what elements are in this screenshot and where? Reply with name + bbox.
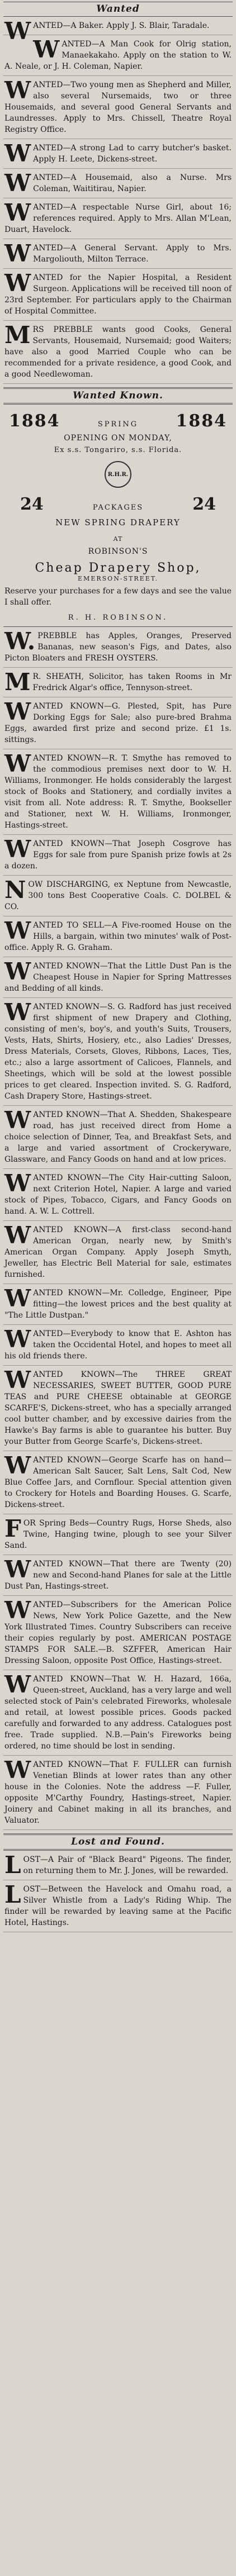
known-ad: WANTED KNOWN—George Scarfe has on hand—American Salt Saucer, Salt Lens, Salt Cod, New Blue Coffee Jars, and Cornflour. Special attention given to Crockery for Hotels and Boarding Houses. G. Scarfe, Dickens-street. [3,1455,233,1514]
known-ad: WANTED KNOWN—That the Little Dust Pan is the Cheapest House in Napier for Spring Mattresses and Bedding of all kinds. [3,961,233,998]
shop-owner: ROBINSON'S [88,547,148,556]
reserve-text: Reserve your purchases for a few days and see the value I shall offer. [4,587,232,607]
opening-line: OPENING ON MONDAY, [64,434,172,443]
wanted-ad: WANTED—Two young men as Shepherd and Miller, also several Nursemaids, two or three Housemaids, and several good General Servants and Laundresses. Apply to Mrs. Chissell, Theatre Royal Registry Office. [3,79,233,139]
wanted-ad: WANTED—A Man Cook for Olrig station, Manaekakaho. Apply on the station to W. A. Neale, or J. H. Coleman, Napier. [3,39,233,76]
known-ad: NOW DISCHARGING, ex Neptune from Newcastle, 300 tons Best Cooperative Coals. C. DOLBEL & CO. [3,879,233,916]
known-ad: WANTED TO SELL—A Five-roomed House on the Hills, a bargain, within two minutes' walk of Post-office. Apply R. G. Graham. [3,920,233,957]
known-ad: WANTED KNOWN—That there are Twenty (20) new and Second-hand Planes for sale at the Little Dust Pan, Hastings-street. [3,1558,233,1596]
packages-banner [3,492,233,516]
known-ad: WANTED KNOWN—That W. H. Hazard, 166a, Queen-street, Auckland, has a very large and well selected stock of Pain's celebrated Fireworks, wholesale and retail, at lowest possible prices. Goods packed carefully and forwarded to any address. Catalogues post free. Trade supplied. N.B.—Pain's Fireworks being ordered, no time should be lost in sending. [3,1674,233,1756]
shop-street: EMERSON-STREET. [78,575,158,582]
wanted-known-heading: Wanted Known. [3,387,233,405]
at-label: AT [113,535,123,543]
known-ad: W.PREBBLE has Apples, Oranges, Preserved Bananas, new season's Figs, and Dates, also Picton Bloaters and FRESH OYSTERS. [3,630,233,668]
wanted-section-heading: Wanted [3,2,233,17]
known-ad: WANTED KNOWN—That F. FULLER can furnish Venetian Blinds at lower rates than any other house in the Colonies. Note the address —F. Fuller, opposite M'Carthy Foundry, Hastings-street, Napier. Joinery and Cabinet making in all its branches, and Valuator. [3,1759,233,1830]
cheap-drapery-shop: Cheap Drapery Shop, [35,561,201,575]
year-banner [3,408,233,432]
known-ad: WANTED—Subscribers for the American Police News, New York Police Gazette, and the New York Illustrated Times. Country Subscribers can receive their copies regularly by post. AMERICAN POSTAGE STAMPS FOR SALE.—B. SZFFER, American Hair Dressing Saloon, opposite Post Office, Hastings-street. [3,1599,233,1670]
newspaper-column [3,0,233,2576]
wanted-ad: MRS PREBBLE wants good Cooks, General Servants, Housemaid, Nursemaid; good Waiters; have also a good Married Couple who can be recommended for a private residence, a good Cook, and a good Needlewoman. [3,324,233,384]
packages-count-left: 24 [20,495,44,514]
lost-found-heading: Lost and Found. [3,1833,233,1851]
known-ad: MR. SHEATH, Solicitor, has taken Rooms in Mr Fredrick Algar's office, Tennyson-street. [3,671,233,697]
year-left: 1884 [9,411,60,431]
lost-ad: LOST—A Pair of "Black Beard" Pigeons. The finder, on returning them to Mr. J. Jones, will be rewarded. [3,1854,233,1880]
lost-ad: LOST—Between the Havelock and Omahu road, a Silver Whistle from a Lady's Riding Whip. The finder will be rewarded by leaving same at the Pacific Hotel, Hastings. [3,1884,233,1932]
packages-label: PACKAGES [92,503,144,512]
wanted-ad: WANTED—A strong Lad to carry butcher's basket. Apply H. Leete, Dickens-street. [3,142,233,169]
proprietor-name: R. H. ROBINSON. [3,611,233,627]
wanted-ad: WANTED for the Napier Hospital, a Resident Surgeon. Applications will be received till noon of 23rd September. For particulars apply to the Chairman of Hospital Committee. [3,272,233,321]
packages-count-right: 24 [192,495,216,514]
known-ad: WANTED KNOWN—The City Hair-cutting Saloon, next Criterion Hotel, Napier. A large and varied stock of Pipes, Tobacco, Cigars, and Fancy Goods on hand. A. W. L. Cottrell. [3,1172,233,1221]
wanted-ad: WANTED—A Housemaid, also a Nurse. Mrs Coleman, Waititirau, Napier. [3,172,233,198]
new-spring-drapery: NEW SPRING DRAPERY [55,517,181,527]
wanted-ad: WANTED—A respectable Nurse Girl, about 16; references required. Apply to Mrs. Allan M'Lean, Duart, Havelock. [3,202,233,239]
wanted-ad: WANTED—A Baker. Apply J. S. Blair, Taradale. [3,20,233,35]
year-right: 1884 [176,411,227,431]
known-ad: WANTED KNOWN—That A. Shedden, Shakespeare road, has just received direct from Home a choice selection of Dinner, Tea, and Breakfast Sets, and a large and varied assortment of Crockeryware, Glassware, and Fancy Goods on hand and at low prices. [3,1109,233,1169]
drapery-advertisement [3,408,233,627]
shop-emblem-icon: R.H.R. [105,461,131,488]
wanted-ad: WANTED—A General Servant. Apply to Mrs. Margoliouth, Milton Terrace. [3,243,233,269]
known-ad: WANTED KNOWN—G. Plested, Spit, has Pure Dorking Eggs for Sale; also pure-bred Brahma Eggs, awarded first prize and second prize. £1 1s. sittings. [3,701,233,749]
season-label: SPRING [97,420,139,429]
known-ad: WANTED KNOWN—R. T. Smythe has removed to the commodious premises next door to W. H. Williams, Ironmonger. He holds considerably the largest stock of Books and Stationery, and cordially invites a visit from all. Note address: R. T. Smythe, Bookseller and Stationer, next W. H. Williams, Ironmonger, Hastings-street. [3,753,233,835]
known-ad: WANTED—Everybody to know that E. Ashton has taken the Occidental Hotel, and hopes to meet all his old friends there. [3,1328,233,1366]
known-ad: WANTED KNOWN—S. G. Radford has just received first shipment of new Drapery and Clothing, consisting of men's, boy's, and youth's Suits, Trousers, Vests, Hats, Shirts, Hosiery, etc., also Ladies' Dresses, Dress Materials, Corsets, Gloves, Ribbons, Laces, Ties, etc.; also a large assortment of Calicoes, Flannels, and Sheetings, which will be sold at the lowest possible prices to get cleared. Inspection invited. S. G. Radford, Cash Drapery Store, Hastings-street. [3,1001,233,1106]
known-ad: WANTED KNOWN—That Joseph Cosgrove has Eggs for sale from pure Spanish prize fowls at 2s a dozen. [3,838,233,876]
ships-line: Ex s.s. Tongariro, s.s. Florida. [54,446,182,454]
known-ad: WANTED KNOWN—Mr. Colledge, Engineer, Pipe fitting—the lowest prices and the best quality at "The Little Dustpan." [3,1287,233,1325]
known-ad: WANTED KNOWN—The THREE GREAT NECESSARIES, SWEET BUTTER, GOOD PURE TEAS and PURE CHEESE obtainable at GEORGE SCARFE'S, Dickens-street, who has a specially arranged cool butter chamber, and by excessive dairies from the Hawke's Bay farms is able to guarantee his butter. Buy your Butter from George Scarfe's, Dickens-street. [3,1369,233,1451]
known-ad: WANTED KNOWN—A first-class second-hand American Organ, nearly new, by Smith's American Organ Company. Apply Joseph Smyth, Jeweller, has Electric Bell Material for sale, estimates furnished. [3,1224,233,1284]
known-ad: FOR Spring Beds—Country Rugs, Horse Sheds, also Twine, Hanging twine, plough to see your Silver Sand. [3,1518,233,1555]
